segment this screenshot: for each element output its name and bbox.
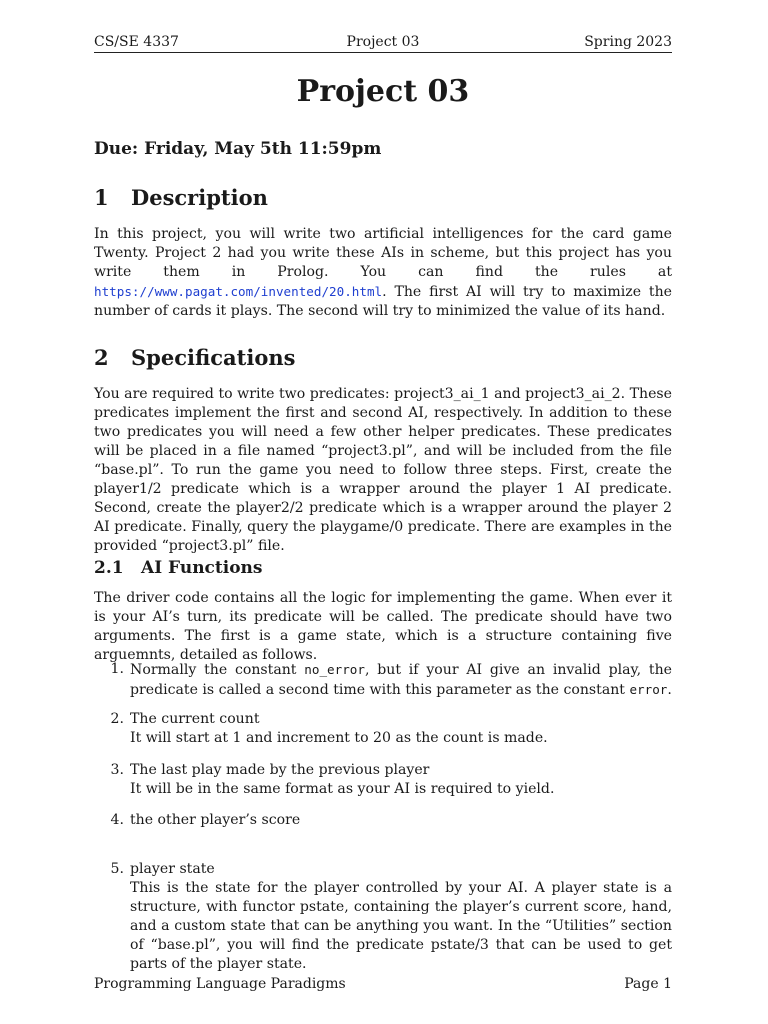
section-number: 2	[94, 345, 109, 370]
list-text: .	[667, 682, 672, 698]
section-title: Description	[131, 185, 268, 210]
list-number: 1.	[110, 661, 124, 677]
list-number: 3.	[110, 762, 124, 778]
list-number: 2.	[110, 711, 124, 727]
page-number: Page 1	[624, 976, 672, 992]
list-body	[130, 660, 672, 700]
code-error: error	[629, 682, 668, 697]
ai-functions-paragraph: The driver code contains all the logic for implementing the game. When ever it is your AI’s turn, its predicate will be called. The predicate should have two arguments. The first is a game state, which is a structure containing five arguemnts, detailed as follows.	[94, 590, 672, 663]
list-line: The current count	[130, 711, 260, 727]
description-text-end: . The first AI will try to maximize the number of cards it plays. The second will try to minimized the value of its hand.	[94, 284, 672, 319]
header-project: Project 03	[346, 34, 420, 50]
list-line: player state	[130, 861, 215, 877]
list-line: The last play made by the previous player	[130, 762, 430, 778]
list-text: Normally the constant	[130, 662, 305, 678]
subsection-number: 2.1	[94, 558, 124, 578]
header-term: Spring 2023	[584, 34, 672, 50]
list-body	[130, 761, 672, 799]
list-body	[130, 811, 672, 830]
list-body	[130, 710, 672, 748]
list-text: , but if your AI give an invalid play, the predicate is called a second time with this parameter as the constant	[130, 662, 672, 698]
footer-course-name: Programming Language Paradigms	[94, 976, 346, 992]
description-text: In this project, you will write two artificial intelligences for the card game Twenty. Project 2 had you write these AIs in scheme, but this project has you write them in Prolog. You can find the rules at	[94, 226, 672, 280]
subsection-title: AI Functions	[141, 558, 263, 578]
header-course: CS/SE 4337	[94, 34, 179, 50]
list-line: It will start at 1 and increment to 20 as the count is made.	[130, 730, 548, 746]
section-title: Specifications	[131, 345, 296, 370]
section-2-1-heading	[94, 556, 262, 580]
description-paragraph	[94, 225, 672, 321]
list-line: This is the state for the player controlled by your AI. A player state is a structure, with functor pstate, containing the player’s current score, hand, and a custom state that can be anything you want. In the “Utilities” section of “base.pl”, you will find the predicate pstate/3 that can be used to get parts of the player state.	[130, 880, 672, 972]
section-number: 1	[94, 185, 109, 210]
running-header	[94, 32, 672, 52]
list-line: It will be in the same format as your AI is required to yield.	[130, 781, 555, 797]
code-no-error: no_error	[304, 662, 365, 677]
list-line: the other player’s score	[130, 812, 301, 828]
section-2-heading	[94, 344, 295, 372]
header-rule	[94, 52, 672, 53]
document-title: Project 03	[296, 74, 470, 109]
list-number: 4.	[110, 812, 124, 828]
list-number: 5.	[110, 861, 124, 877]
section-1-heading	[94, 184, 268, 212]
list-body	[130, 860, 672, 974]
specifications-paragraph: You are required to write two predicates: project3_ai_1 and project3_ai_2. These predicates implement the first and second AI, respectively. In addition to these two predicates you will need a few other helper predicates. These predicates will be placed in a file named “project3.pl”, and will be included from the file “base.pl”. To run the game you need to follow three steps. First, create the player1/2 predicate which is a wrapper around the player 1 AI predicate. Second, create the player2/2 predicate which is a wrapper around the player 2 AI predicate. Finally, query the playgame/0 predicate. There are examples in the provided “project3.pl” file.	[94, 386, 672, 554]
rules-link[interactable]: https://www.pagat.com/invented/20.html	[94, 284, 383, 299]
due-date: Due: Friday, May 5th 11:59pm	[94, 139, 382, 159]
